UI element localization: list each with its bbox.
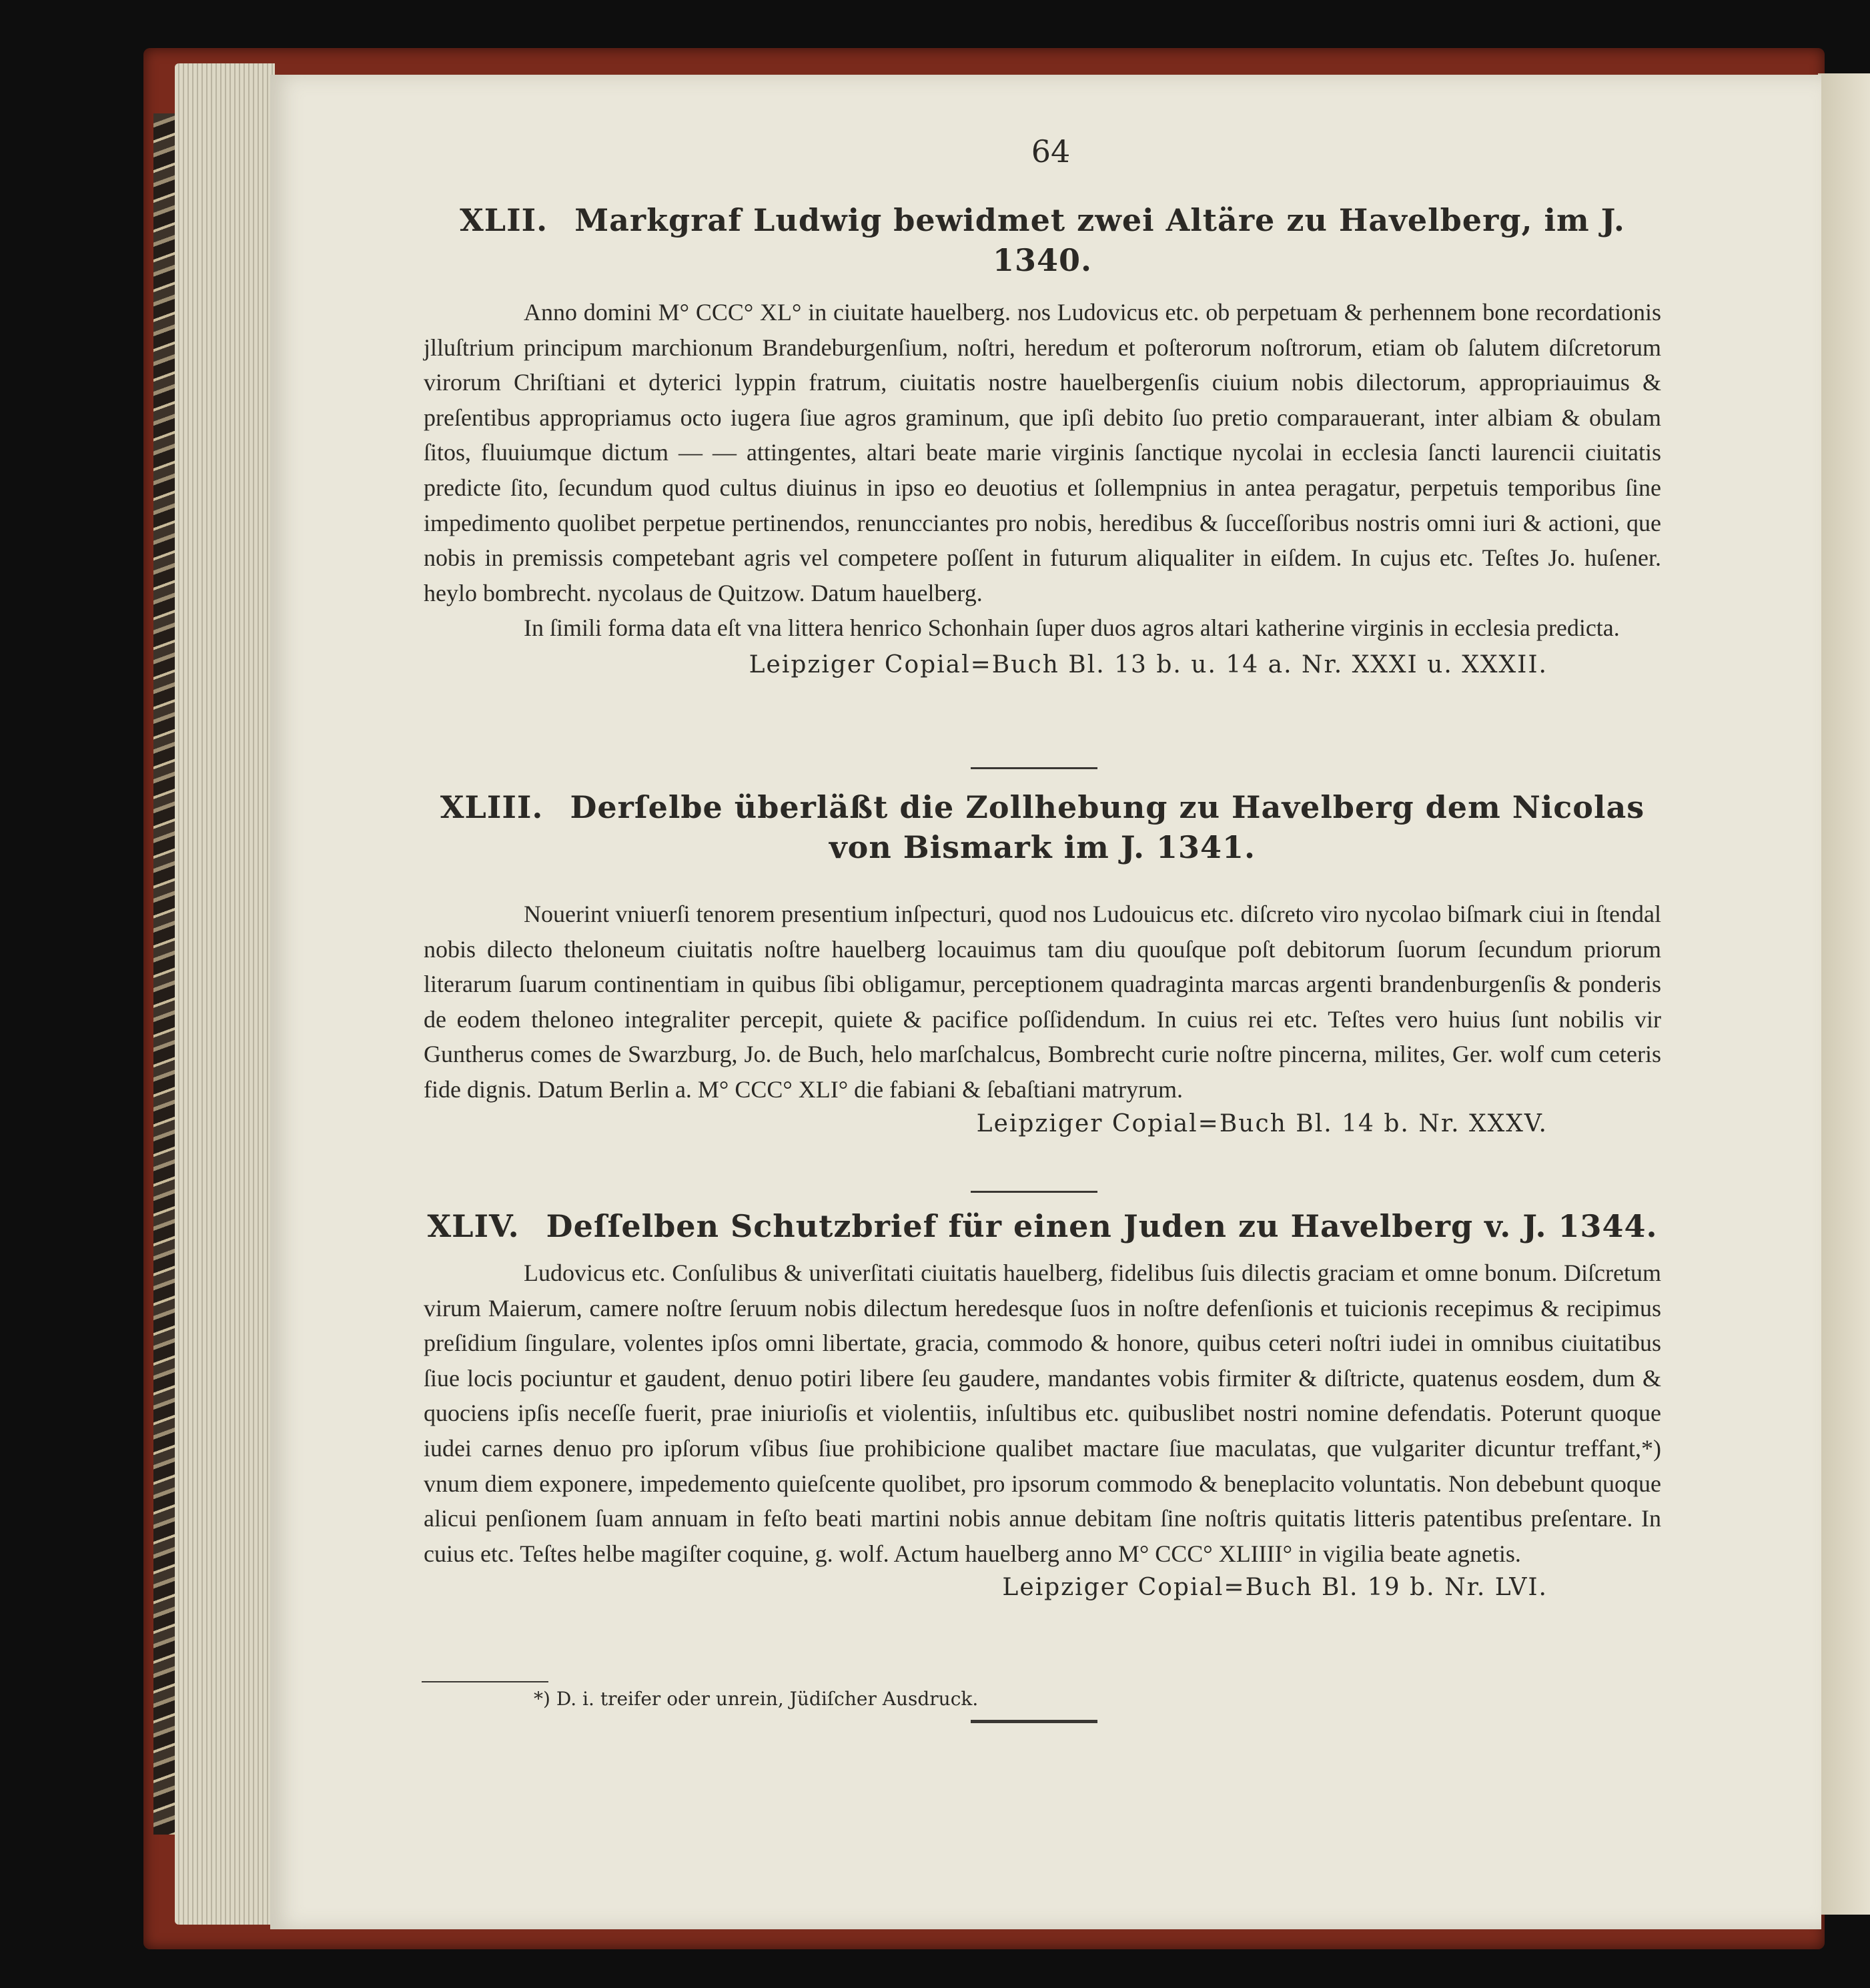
section-numeral: XLIV. (427, 1208, 520, 1244)
section-xliv (424, 1206, 1661, 1601)
section-divider (971, 1191, 1097, 1193)
section-divider (971, 767, 1097, 769)
page-edges (175, 63, 275, 1925)
section-heading (424, 200, 1661, 280)
charter-paragraph: Ludovicus etc. Conſulibus & univerſitati ciuitatis hauelberg, fidelibus ſuis dilectis graciam et omne bonum. Diſcretum virum Maierum, camere noſtre ſeruum nobis dilectum heredesque ſuos in noſtre defenſionis et tuicionis recepimus & recipimus preſidium ſingulare, volentes ipſos omni libertate, gracia, commodo & honore, quibus ceteri noſtri iudei in omnibus ciuitatibus ſiue locis pociuntur et gaudent, denuo potiri libere ſeu gaudere, mandantes vobis firmiter & diſtricte, quatenus eosdem, dum & quociens ipſis neceſſe fuerit, prae iniurioſis et violentiis, inſultibus etc. quibuslibet nostri nomine defendatis. Poterunt quoque iudei carnes denuo pro ipſorum vſibus ſiue prohibicione qualibet mactare ſiue maculatas, que vulgariter dicuntur treffant,*) vnum diem exponere, impedemento quieſcente quolibet, pro ipsorum commodo & beneplacito voluntatis. Non debebunt quoque alicui penſionem ſuam annuam in feſto beati martini nobis annue debitam ſine noſtris quitatis litteris patentibus preſentare. In cuius etc. Teſtes helbe magiſter coquine, g. wolf. Actum hauelberg anno M° CCC° XLIIII° in vigilia beate agnetis. (424, 1260, 1661, 1567)
source-citation: Leipziger Copial=Buch Bl. 19 b. Nr. LVI. (1002, 1574, 1548, 1602)
section-heading (424, 787, 1661, 867)
section-xlii (424, 200, 1661, 678)
section-numeral: XLII. (460, 202, 548, 238)
section-numeral: XLIII. (440, 789, 544, 825)
source-citation: Leipziger Copial=Buch Bl. 13 b. u. 14 a. Nr. XXXI u. XXXII. (749, 650, 1548, 678)
charter-paragraph: Anno domini M° CCC° XL° in ciuitate hauelberg. nos Ludovicus etc. ob perpetuam & perhennem bone recordationis jlluſtrium principum marchionum Brandeburgenſium, noſtri, heredum et poſterorum noſtrorum, etiam ob ſalutem diſcretorum virorum Chriſtiani et dyterici lyppin fratrum, ciuitatis nostre hauelbergenſis ciuium nobis dilectorum, appropriauimus & preſentibus appropriamus octo iugera ſiue agros graminum, que ipſi debito ſuo pretio comparauerant, inter albiam & obulam ſitos, fluuiumque dictum — — attingentes, altari beate marie virginis ſanctique nycolai in ecclesia ſancti laurencii ciuitatis predicte ſito, ſecundum quod cultus diuinus in ipso eo deuotius et ſollempnius in antea peragatur, perpetuis temporibus ſine impedimento quolibet perpetue pertinendos, renuncciantes pro nobis, heredibus & ſucceſſoribus nostris omni iuri & actioni, que nobis in premissis competebant agris vel competere poſſent in futurum aliqualiter in eiſdem. In cujus etc. Teſtes Jo. huſener. heylo bombrecht. nycolaus de Quitzow. Datum hauelberg. (424, 299, 1661, 606)
facing-page-edge (1818, 73, 1870, 1915)
charter-paragraph: In ſimili forma data eſt vna littera henrico Schonhain ſuper duos agros altari katherine virginis in ecclesia predicta. (524, 614, 1620, 642)
section-title: Markgraf Ludwig bewidmet zwei Altäre zu Havelberg, im J. 1340. (574, 202, 1625, 278)
page-number: 64 (1031, 133, 1071, 169)
section-title: Deſſelben Schutzbrief für einen Juden zu Havelberg v. J. 1344. (546, 1208, 1658, 1244)
end-rule (971, 1720, 1097, 1723)
section-xliii (424, 787, 1661, 1137)
section-heading (424, 1206, 1661, 1246)
footnote: *) D. i. treifer oder unrein, Jüdiſcher Ausdruck. (534, 1688, 979, 1710)
section-title: Derſelbe überläßt die Zollhebung zu Havelberg dem Nicolas von Bismark im J. 1341. (570, 789, 1645, 865)
charter-paragraph: Nouerint vniuerſi tenorem presentium inſpecturi, quod nos Ludouicus etc. diſcreto viro nycolao biſmark ciui in ſtendal nobis dilecto theloneum ciuitatis noſtre hauelberg locauimus tam diu quouſque poſt debitorum ſuorum ſecundum priorum literarum ſuarum continentiam in quibus ſibi obligamur, perceptionem quadraginta marcas argenti brandenburgenſis & ponderis de eodem theloneo integraliter percepit, quiete & pacifice poſſidendum. In cuius rei etc. Teſtes vero huius ſunt nobilis vir Guntherus comes de Swarzburg, Jo. de Buch, helo marſchalcus, Bombrecht curie noſtre pincerna, milites, Ger. wolf cum ceteris fide dignis. Datum Berlin a. M° CCC° XLI° die fabiani & ſebaſtiani matryrum. (424, 901, 1661, 1103)
footnote-rule (422, 1681, 548, 1682)
source-citation: Leipziger Copial=Buch Bl. 14 b. Nr. XXXV. (976, 1109, 1548, 1137)
